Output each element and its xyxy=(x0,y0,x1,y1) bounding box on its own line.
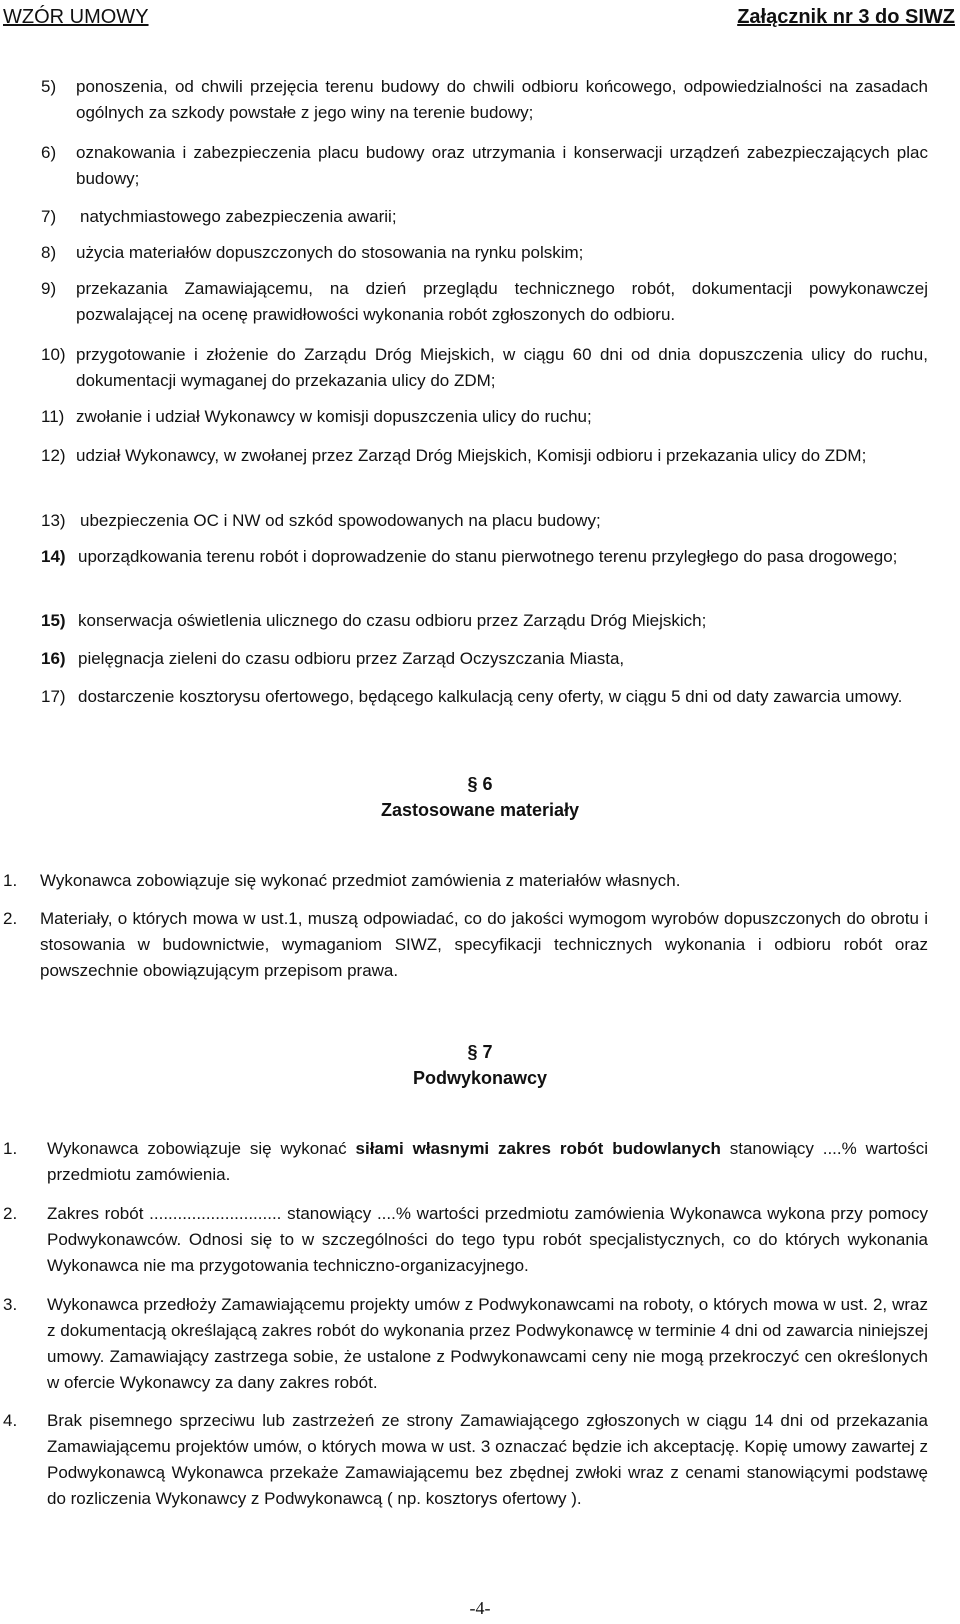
list-item xyxy=(3,1201,928,1279)
page-number: -4- xyxy=(469,1598,491,1618)
list-item-text: zwołanie i udział Wykonawcy w komisji dopuszczenia ulicy do ruchu; xyxy=(76,407,592,426)
list-item-text: Wykonawca przedłoży Zamawiającemu projekty umów z Podwykonawcami na roboty, o których mowa w ust. 2, wraz z dokumentacją określającą zakres robót do wykonania przez Podwykonawcę w terminie 4 dni od zawarcia niniejszej umowy. Zamawiający zastrzega sobie, że ustalone z Podwykonawcami ceny nie mogą przekroczyć cen określonych w ofercie Wykonawcy za dany zakres robót. xyxy=(47,1295,928,1392)
list-item-number: 7) xyxy=(41,207,57,226)
list-item xyxy=(41,544,928,596)
list-item-text xyxy=(47,1136,928,1188)
list-item-text: oznakowania i zabezpieczenia placu budowy oraz utrzymania i konserwacji urządzeń zabezpieczających plac budowy; xyxy=(76,143,928,188)
list-item-number: 14) xyxy=(41,547,66,566)
list-item xyxy=(41,508,928,534)
list-item-text: Wykonawca zobowiązuje się wykonać przedmiot zamówienia z materiałów własnych. xyxy=(40,871,681,890)
list-item-text: przygotowanie i złożenie do Zarządu Dróg Miejskich, w ciągu 60 dni od dnia dopuszczenia ulicy do ruchu, dokumentacji wymaganej do przekazania ulicy do ZDM; xyxy=(76,345,928,390)
list-item xyxy=(41,240,928,266)
emphasized-text: siłami własnymi zakres robót budowlanych xyxy=(355,1139,721,1158)
list-item xyxy=(3,1408,928,1512)
list-item-number: 13) xyxy=(41,511,66,530)
section-symbol: § 6 xyxy=(467,774,493,794)
list-item-number: 2. xyxy=(3,909,18,928)
list-item xyxy=(41,74,928,126)
list-item-text: użycia materiałów dopuszczonych do stosowania na rynku polskim; xyxy=(76,243,584,262)
list-item-number: 15) xyxy=(41,611,66,630)
list-item-text: ponoszenia, od chwili przejęcia terenu budowy do chwili odbioru końcowego, odpowiedzialności na zasadach ogólnych za szkody powstałe z jego winy na terenie budowy; xyxy=(76,77,928,122)
list-item-text: konserwacja oświetlenia ulicznego do czasu odbioru przez Zarządu Dróg Miejskich; xyxy=(78,611,707,630)
list-item xyxy=(41,684,928,736)
list-item-number: 6) xyxy=(41,143,57,162)
list-item xyxy=(3,1136,928,1188)
list-item xyxy=(41,443,928,495)
list-item xyxy=(41,342,928,394)
section-title: Podwykonawcy xyxy=(412,1068,548,1088)
list-item-number: 16) xyxy=(41,649,66,668)
list-item-number: 4. xyxy=(3,1411,18,1430)
list-item xyxy=(41,204,928,230)
list-item-number: 8) xyxy=(41,243,57,262)
list-item xyxy=(41,646,928,672)
list-item-text-part: Wykonawca zobowiązuje się wykonać xyxy=(47,1139,356,1158)
section-title: Zastosowane materiały xyxy=(380,800,580,820)
list-item-number: 1. xyxy=(3,871,18,890)
list-item xyxy=(3,906,928,984)
header-title: WZÓR UMOWY xyxy=(3,6,149,28)
list-item-text: natychmiastowego zabezpieczenia awarii; xyxy=(80,207,397,226)
list-item xyxy=(41,404,928,430)
list-item-text: Brak pisemnego sprzeciwu lub zastrzeżeń ze strony Zamawiającego zgłoszonych w ciągu 14 dni od przekazania Zamawiającemu projektów umów, o których mowa w ust. 3 oznaczać będzie ich akceptację. Kopię umowy zawartej z Podwykonawcą Wykonawca przekaże Zamawiającemu bez zbędnej zwłoki wraz z cenami stanowiącymi podstawę do rozliczenia Wykonawcy z Podwykonawcą ( np. kosztorys ofertowy ). xyxy=(47,1411,928,1508)
list-item-number: 5) xyxy=(41,77,57,96)
list-item-text: przekazania Zamawiającemu, na dzień przeglądu technicznego robót, dokumentacji powykonawczej pozwalającej na ocenę prawidłowości wykonania robót zgłoszonych do odbioru. xyxy=(76,279,928,324)
list-item-text-part: stanowiący ....% wartości przedmiotu zamówienia. xyxy=(47,1139,928,1184)
list-item-number: 10) xyxy=(41,345,66,364)
list-item-text: Zakres robót ............................ stanowiący ....% wartości przedmiotu zamówienia Wykonawca wykona przy pomocy Podwykonawców. Odnosi się to w szczególności do tego typu robót specjalistycznych, co do których wykonania Wykonawca nie ma przygotowania techniczno-organizacyjnego. xyxy=(47,1204,928,1275)
page-header xyxy=(3,4,955,30)
section-symbol: § 7 xyxy=(467,1042,493,1062)
list-item-number: 17) xyxy=(41,687,66,706)
list-item-text: ubezpieczenia OC i NW od szkód spowodowanych na placu budowy; xyxy=(80,511,601,530)
list-item-text: dostarczenie kosztorysu ofertowego, będącego kalkulacją ceny oferty, w ciągu 5 dni od daty zawarcia umowy. xyxy=(78,687,903,706)
list-item-number: 9) xyxy=(41,279,57,298)
list-item xyxy=(3,1292,928,1396)
list-item-number: 2. xyxy=(3,1204,18,1223)
list-item-number: 12) xyxy=(41,446,66,465)
list-item-text: pielęgnacja zieleni do czasu odbioru przez Zarząd Oczyszczania Miasta, xyxy=(78,649,625,668)
list-item xyxy=(41,276,928,328)
list-item-text: udział Wykonawcy, w zwołanej przez Zarząd Dróg Miejskich, Komisji odbioru i przekazania ulicy do ZDM; xyxy=(76,446,867,465)
header-attachment-label: Załącznik nr 3 do SIWZ xyxy=(737,6,955,28)
list-item-text: Materiały, o których mowa w ust.1, muszą odpowiadać, co do jakości wymogom wyrobów dopuszczonych do obrotu i stosowania w budownictwie, wymaganiom SIWZ, specyfikacji technicznych wykonania i odbioru robót oraz powszechnie obowiązującym przepisom prawa. xyxy=(40,909,928,980)
list-item xyxy=(41,140,928,192)
list-item xyxy=(41,608,928,634)
list-item-number: 11) xyxy=(41,407,65,426)
list-item-number: 1. xyxy=(3,1139,18,1158)
list-item-number: 3. xyxy=(3,1295,18,1314)
list-item-text: uporządkowania terenu robót i doprowadzenie do stanu pierwotnego terenu przyległego do pasa drogowego; xyxy=(78,547,898,566)
list-item xyxy=(3,868,928,894)
